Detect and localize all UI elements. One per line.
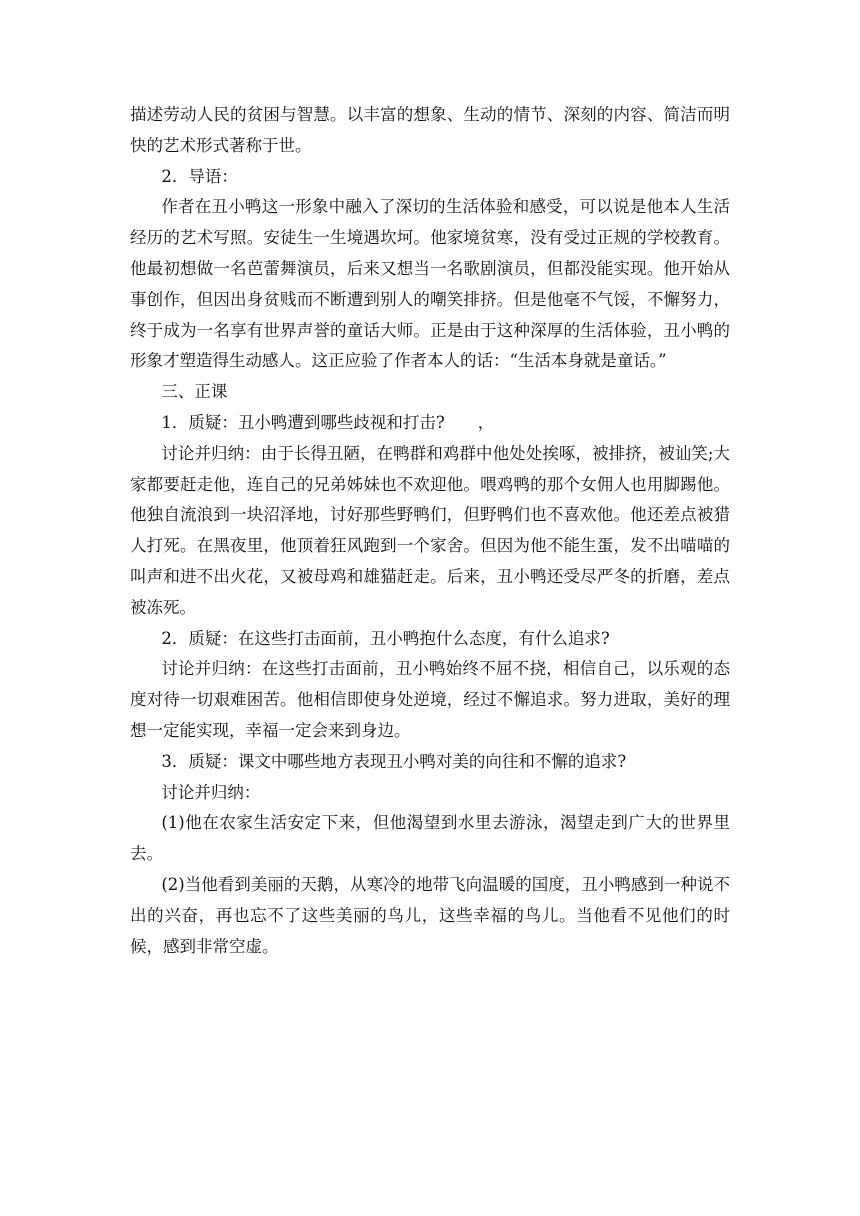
- document-body: [130, 100, 730, 962]
- answer-3-point-2: (2)当他看到美丽的天鹅，从寒冷的地带飞向温暖的国度，丑小鸭感到一种说不出的兴奋，再也忘不了这些美丽的鸟儿，这些幸福的鸟儿。当他看不见他们的时候，感到非常空虚。: [130, 874, 730, 956]
- heading-introduction: 2．导语：: [161, 166, 238, 186]
- answer-2: 讨论并归纳：在这些打击面前，丑小鸭始终不屈不挠，相信自己，以乐观的态度对待一切艰难困苦。他相信即使身处逆境，经过不懈追求。努力进取，美好的理想一定能实现，幸福一定会来到身边。: [130, 659, 730, 740]
- intro-paragraph-continued: 描述劳动人民的贫困与智慧。以丰富的想象、生动的情节、深刻的内容、简洁而明快的艺术形式著称于世。: [130, 105, 730, 155]
- introduction-paragraph: 作者在丑小鸭这一形象中融入了深切的生活体验和感受，可以说是他本人生活经历的艺术写照。安徒生一生境遇坎坷。他家境贫寒，没有受过正规的学校教育。他最初想做一名芭蕾舞演员，后来又想当一名歌剧演员，但都没能实现。他开始从事创作，但因出身贫贱而不断遭到别人的嘲笑排挤。但是他毫不气馁，不懈努力，终于成为一名享有世界声誉的童话大师。正是由于这种深厚的生活体验，丑小鸭的形象才塑造得生动感人。这正应验了作者本人的话：“生活本身就是童话。”: [130, 197, 730, 371]
- question-3: 3．质疑：课文中哪些地方表现丑小鸭对美的向往和不懈的追求?: [161, 751, 627, 771]
- question-1: 1．质疑：丑小鸭遭到哪些歧视和打击? ，: [161, 412, 495, 432]
- answer-3-lead: 讨论并归纳：: [161, 782, 261, 802]
- answer-3-point-1: (1)他在农家生活安定下来，但他渴望到水里去游泳，渴望走到广大的世界里去。: [130, 813, 730, 864]
- answer-1: 讨论并归纳：由于长得丑陋，在鸭群和鸡群中他处处挨啄，被排挤，被讪笑;大家都要赶走他，连自己的兄弟姊妹也不欢迎他。喂鸡鸭的那个女佣人也用脚踢他。他独自流浪到一块沼泽地，讨好那些野鸭们，但野鸭们也不喜欢他。他还差点被猎人打死。在黑夜里，他顶着狂风跑到一个家舍。但因为他不能生蛋，发不出喵喵的叫声和进不出火花，又被母鸡和雄猫赶走。后来，丑小鸭还受尽严冬的折磨，差点被冻死。: [130, 443, 730, 617]
- question-2: 2．质疑：在这些打击面前，丑小鸭抱什么态度，有什么追求?: [161, 628, 610, 648]
- heading-main-lesson: 三、正课: [161, 382, 228, 402]
